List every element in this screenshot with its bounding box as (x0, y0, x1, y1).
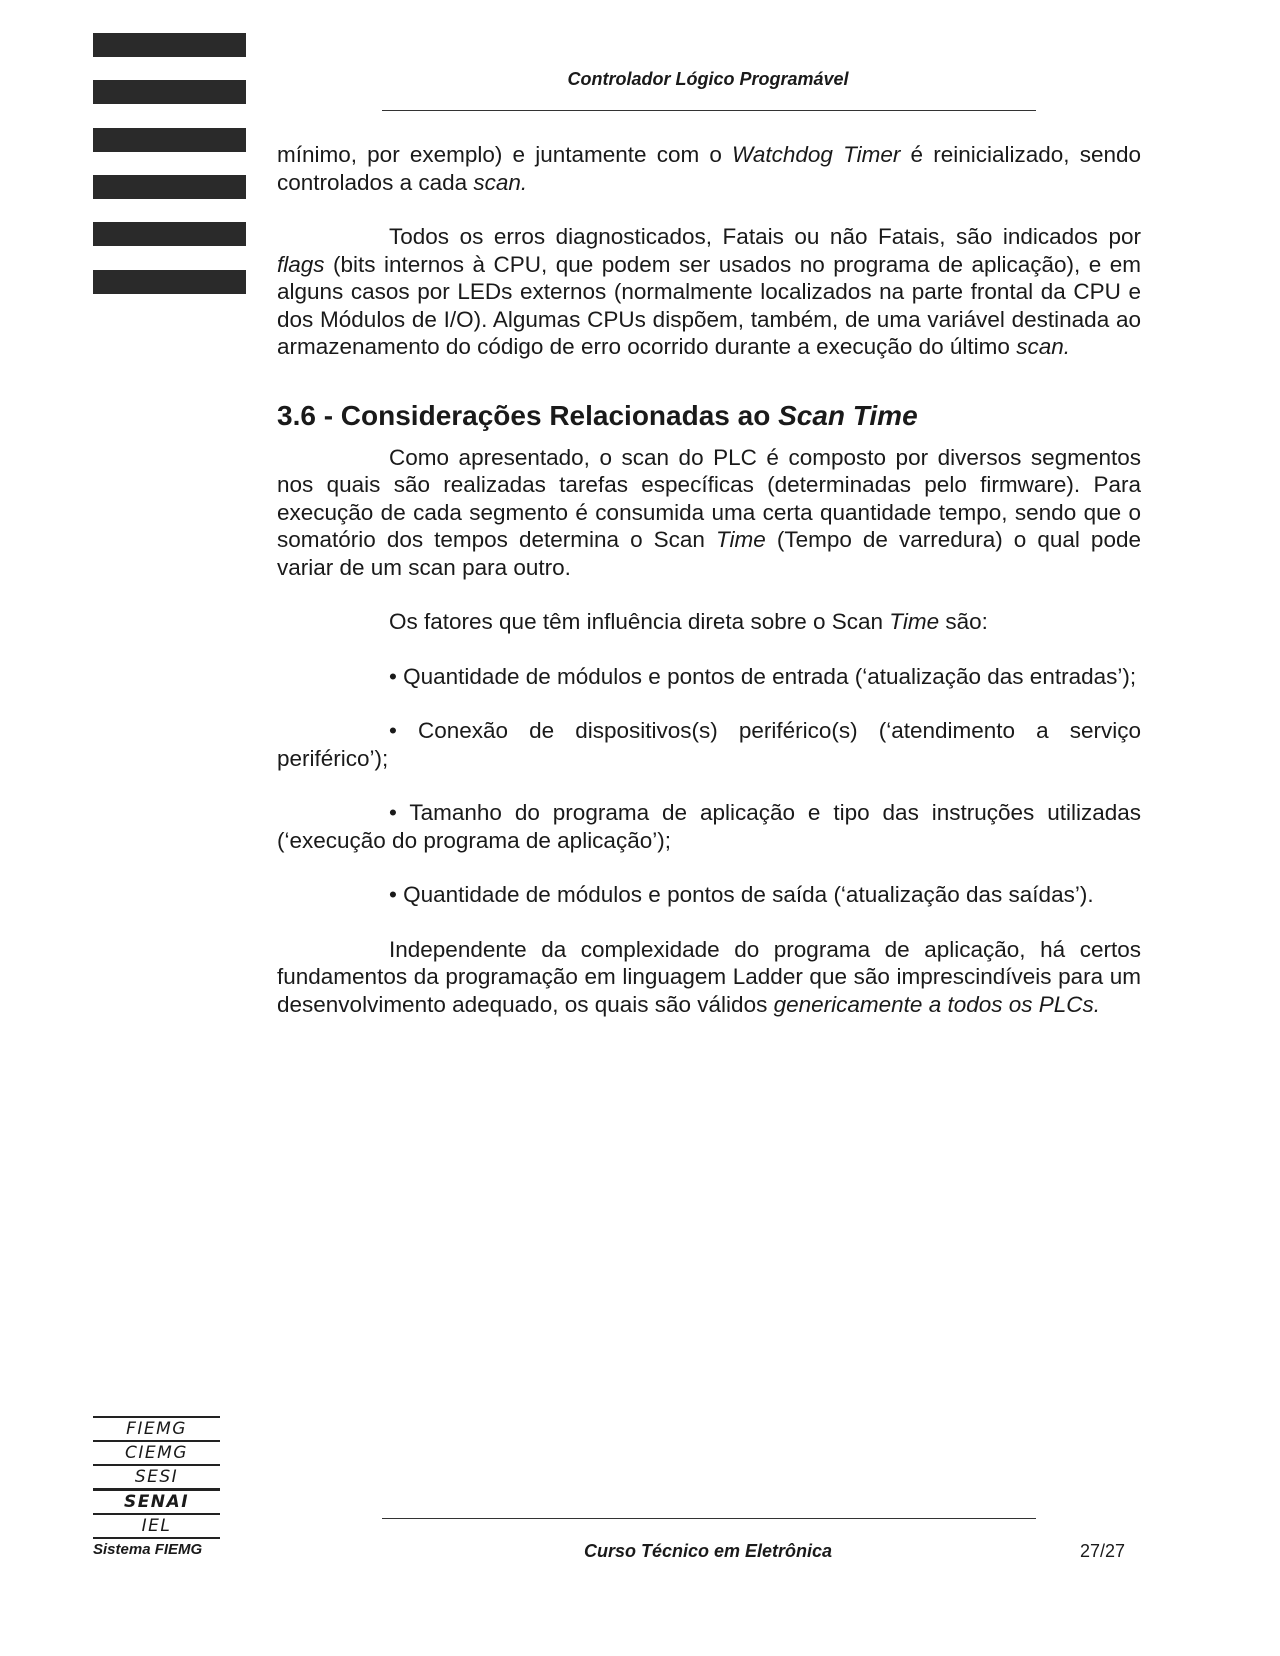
bullet-item: • Quantidade de módulos e pontos de saída (‘atualização das saídas’). (389, 882, 1094, 907)
paragraph (277, 141, 1141, 196)
section-heading (277, 398, 1141, 434)
footer-rule (382, 1518, 1036, 1519)
page-number: 27/27 (1080, 1541, 1126, 1561)
text: Como apresentado, o scan do PLC é composto por diversos segmentos nos quais são realizadas tarefas específicas (determinadas pelo firmware). Para execução de cada segmento é consumida uma certa quantidade tempo, sendo que o somatório dos tempos determina o Scan (277, 444, 1141, 552)
heading-text-italic: Scan Time (778, 399, 918, 431)
text-italic: scan. (1016, 334, 1070, 359)
text: Todos os erros diagnosticados, Fatais ou não Fatais, são indicados por (389, 224, 1141, 249)
text: Independente da complexidade do programa de aplicação, há certos fundamentos da programação em linguagem Ladder que são imprescindíveis para um desenvolvimento adequado, os quais são válidos (277, 936, 1141, 1017)
logo-system-label: Sistema FIEMG (93, 1541, 203, 1558)
text: mínimo, por exemplo) e juntamente com o (277, 142, 733, 167)
paragraph (277, 936, 1141, 1019)
margin-bar (93, 33, 246, 57)
heading-text: 3.6 - Considerações Relacionadas ao (277, 399, 779, 431)
margin-bar (93, 128, 246, 152)
text-italic: scan. (473, 169, 528, 195)
text-italic: flags (277, 251, 325, 277)
header-title: Controlador Lógico Programável (567, 69, 849, 89)
text: (Tempo de varredura) o qual pode variar de um scan para outro. (277, 527, 1141, 580)
paragraph (277, 444, 1141, 582)
margin-bar (93, 222, 246, 246)
logo-row: FIEMG (93, 1416, 220, 1440)
text: é reinicializado, sendo controlados a cada (277, 142, 1141, 195)
paragraph (277, 608, 1141, 636)
margin-bar (93, 80, 246, 104)
logo-row: CIEMG (93, 1440, 220, 1464)
text-italic: Watchdog Timer (732, 142, 901, 167)
logo-row: IEL (93, 1513, 220, 1539)
logo-row: SENAI (93, 1488, 220, 1513)
text-italic: Time (889, 609, 940, 634)
paragraph (277, 223, 1141, 361)
text: (bits internos à CPU, que podem ser usados no programa de aplicação), e em alguns casos por LEDs externos (normalmente localizados na parte frontal da CPU e dos Módulos de I/O). Algumas CPUs dispõem, também, de uma variável destinada ao armazenamento do código de erro ocorrido durante a execução do último (277, 251, 1141, 359)
bullet-item: • Tamanho do programa de aplicação e tipo das instruções utilizadas (‘execução do programa de aplicação’); (277, 800, 1141, 853)
logo-row: SESI (93, 1464, 220, 1488)
bullet-item: • Conexão de dispositivos(s) periférico(s) (‘atendimento a serviço periférico’); (277, 718, 1141, 771)
text-italic: Time (715, 527, 766, 552)
fiemg-logo (93, 1416, 220, 1539)
page-body (277, 141, 1141, 1018)
header-rule (382, 110, 1036, 111)
text-italic: genericamente a todos os PLCs. (773, 991, 1101, 1017)
margin-bar (93, 175, 246, 199)
text: são: (939, 609, 988, 634)
footer-title: Curso Técnico em Eletrônica (583, 1541, 833, 1561)
text: Os fatores que têm influência direta sobre o Scan (389, 609, 890, 634)
margin-bar (93, 270, 246, 294)
bullet-item: • Quantidade de módulos e pontos de entrada (‘atualização das entradas’); (389, 663, 1137, 689)
